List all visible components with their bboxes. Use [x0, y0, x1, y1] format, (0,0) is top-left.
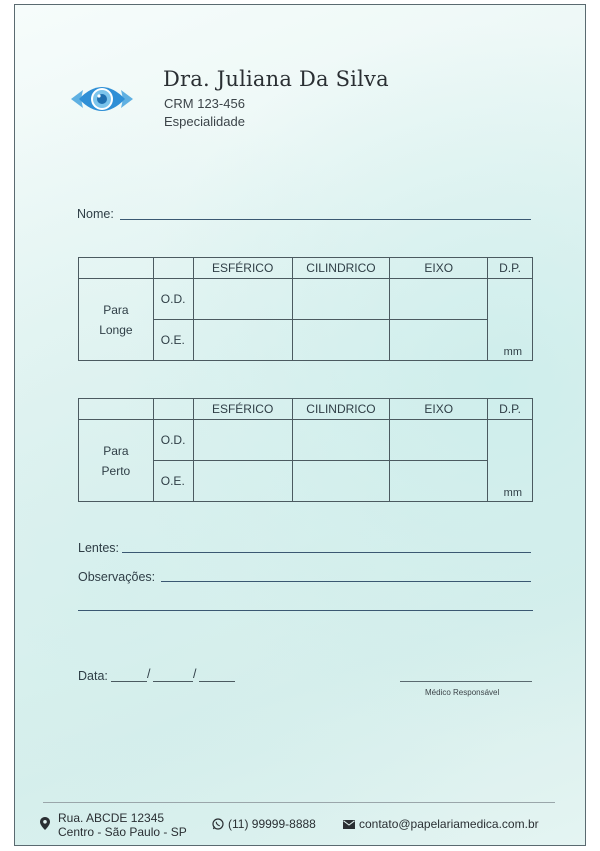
lenses-field-line[interactable] — [122, 552, 531, 553]
rx-table-distance — [78, 257, 533, 361]
dp-cell[interactable] — [488, 420, 533, 502]
date-label: Data: — [78, 669, 108, 683]
address-line-1: Rua. ABCDE 12345 — [58, 811, 165, 825]
section-label-line: Para — [103, 302, 129, 317]
header-blank — [153, 399, 193, 420]
date-month-line[interactable] — [153, 681, 193, 682]
date-separator: / — [147, 667, 151, 681]
section-label-distance — [79, 279, 154, 361]
lenses-label: Lentes: — [78, 541, 120, 555]
input-cell[interactable] — [193, 420, 292, 461]
input-cell[interactable] — [390, 279, 488, 320]
input-cell[interactable] — [390, 461, 488, 502]
column-header-axis: EIXO — [390, 258, 488, 279]
footer-divider — [43, 802, 555, 803]
input-cell[interactable] — [292, 279, 390, 320]
envelope-icon — [343, 820, 355, 829]
dp-unit: mm — [503, 346, 522, 358]
row-label-oe: O.E. — [153, 320, 193, 361]
section-label-line: Para — [103, 443, 129, 458]
prescription-sheet — [14, 4, 586, 846]
column-header-dp: D.P. — [488, 258, 533, 279]
signature-line[interactable] — [400, 681, 532, 682]
header-blank — [79, 399, 154, 420]
date-year-line[interactable] — [199, 681, 235, 682]
input-cell[interactable] — [292, 420, 390, 461]
eye-logo-icon — [69, 79, 135, 119]
signature-label: Médico Responsável — [425, 688, 500, 697]
observations-label: Observações: — [78, 570, 156, 584]
row-label-od: O.D. — [153, 420, 193, 461]
column-header-spherical: ESFÉRICO — [193, 399, 292, 420]
input-cell[interactable] — [390, 420, 488, 461]
header-blank — [153, 258, 193, 279]
observations-field-line[interactable] — [161, 581, 531, 582]
whatsapp-icon — [212, 818, 224, 830]
input-cell[interactable] — [193, 461, 292, 502]
doctor-crm: CRM 123-456 — [164, 96, 245, 111]
name-label: Nome: — [77, 207, 114, 221]
column-header-axis: EIXO — [390, 399, 488, 420]
section-label-line: Perto — [101, 463, 131, 478]
input-cell[interactable] — [292, 320, 390, 361]
row-label-od: O.D. — [153, 279, 193, 320]
phone-number: (11) 99999-8888 — [228, 817, 316, 831]
doctor-name: Dra. Juliana Da Silva — [163, 67, 389, 91]
column-header-spherical: ESFÉRICO — [193, 258, 292, 279]
dp-cell[interactable] — [488, 279, 533, 361]
name-field-line[interactable] — [120, 219, 531, 220]
input-cell[interactable] — [292, 461, 390, 502]
rx-table-near — [78, 398, 533, 502]
header-blank — [79, 258, 154, 279]
input-cell[interactable] — [193, 320, 292, 361]
column-header-cylindrical: CILINDRICO — [292, 399, 390, 420]
email-address: contato@papelariamedica.com.br — [359, 817, 539, 831]
section-label-line: Longe — [99, 322, 133, 337]
date-separator: / — [193, 667, 197, 681]
input-cell[interactable] — [390, 320, 488, 361]
section-label-near — [79, 420, 154, 502]
column-header-dp: D.P. — [488, 399, 533, 420]
observations-extra-line[interactable] — [78, 610, 533, 611]
doctor-specialty: Especialidade — [164, 114, 245, 129]
address-line-2: Centro - São Paulo - SP — [58, 825, 187, 839]
location-pin-icon — [40, 817, 50, 830]
column-header-cylindrical: CILINDRICO — [292, 258, 390, 279]
row-label-oe: O.E. — [153, 461, 193, 502]
dp-unit: mm — [503, 487, 522, 499]
date-day-line[interactable] — [111, 681, 147, 682]
input-cell[interactable] — [193, 279, 292, 320]
